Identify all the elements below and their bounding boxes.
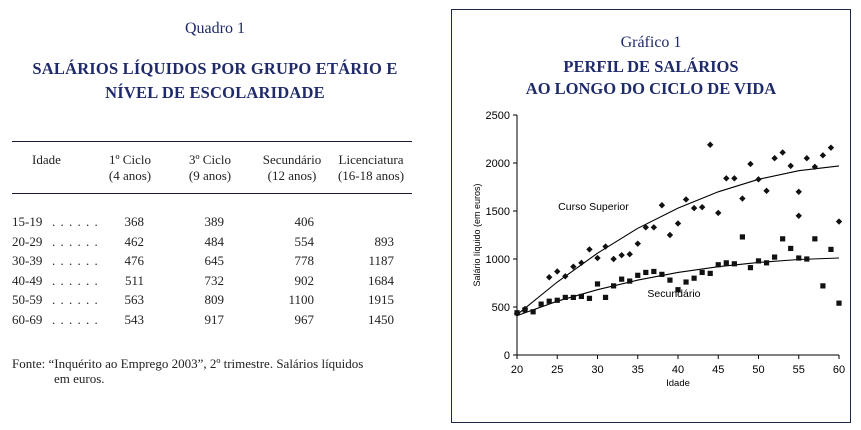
- header-licenciatura: [331, 152, 411, 184]
- cell-age: 40-49: [12, 273, 43, 288]
- data-point: [698, 203, 704, 209]
- cell-3ciclo: 645: [204, 253, 224, 268]
- cell-3ciclo: 484: [204, 234, 224, 249]
- data-point: [796, 255, 801, 260]
- y-tick-label: 1000: [485, 253, 510, 266]
- data-point: [683, 279, 688, 284]
- y-tick-label: 2500: [485, 109, 510, 122]
- cell-age: 60-69: [12, 312, 43, 327]
- header-sublabel: (9 anos): [188, 168, 232, 183]
- data-point: [707, 141, 713, 147]
- cell-secundario: 902: [294, 273, 314, 288]
- chart-panel: [451, 9, 851, 423]
- x-tick-label: 20: [510, 363, 523, 376]
- data-point: [618, 251, 624, 257]
- data-point: [803, 155, 809, 161]
- data-point: [772, 254, 777, 259]
- cell-3ciclo: 809: [204, 292, 224, 307]
- data-point: [578, 293, 583, 298]
- data-point: [827, 144, 833, 150]
- chart-title-line1: PERFIL DE SALÁRIOS: [563, 57, 739, 76]
- chart-title-line2: AO LONGO DO CICLO DE VIDA: [525, 79, 777, 98]
- leader-dots: . . . . . .: [52, 292, 99, 307]
- data-point: [627, 278, 632, 283]
- header-label: Secundário: [262, 152, 322, 167]
- header-secundario: [252, 152, 332, 184]
- data-point: [755, 176, 761, 182]
- cell-licenciatura: 1915: [368, 292, 394, 307]
- data-point: [594, 281, 599, 286]
- data-point: [586, 295, 591, 300]
- header-label: 1º Ciclo: [109, 152, 151, 167]
- data-point: [747, 160, 753, 166]
- cell-age: 30-39: [12, 253, 43, 268]
- x-tick-label: 40: [671, 363, 684, 376]
- data-point: [634, 240, 640, 246]
- y-tick-label: 1500: [485, 205, 510, 218]
- data-point: [771, 155, 777, 161]
- header-3ciclo: [175, 152, 245, 184]
- leader-dots: . . . . . .: [52, 253, 99, 268]
- y-tick-label: 500: [491, 301, 510, 314]
- cell-age: 15-19: [12, 214, 43, 229]
- x-tick-label: 50: [751, 363, 765, 376]
- data-point: [659, 271, 664, 276]
- data-point: [619, 276, 624, 281]
- x-tick-label: 60: [832, 363, 845, 376]
- header-label: Idade: [32, 152, 61, 167]
- data-point: [812, 236, 817, 241]
- data-point: [514, 310, 519, 315]
- data-point: [562, 294, 567, 299]
- data-point: [723, 260, 728, 265]
- cell-secundario: 1100: [288, 292, 314, 307]
- data-point: [779, 149, 785, 155]
- data-point: [795, 212, 801, 218]
- data-point: [530, 309, 535, 314]
- data-point: [570, 294, 575, 299]
- data-point: [667, 277, 672, 282]
- data-point: [650, 224, 656, 230]
- data-point: [787, 162, 793, 168]
- data-point: [682, 196, 688, 202]
- data-point: [739, 234, 744, 239]
- data-point: [690, 204, 696, 210]
- data-point: [578, 259, 584, 265]
- cell-1ciclo: 563: [124, 292, 144, 307]
- table-top-rule: [12, 141, 412, 142]
- data-point: [538, 301, 543, 306]
- table-title: [0, 57, 430, 105]
- data-point: [602, 294, 607, 299]
- data-point: [739, 195, 745, 201]
- table-title-line1: SALÁRIOS LÍQUIDOS POR GRUPO ETÁRIO E: [32, 59, 398, 78]
- leader-dots: . . . . . .: [52, 234, 99, 249]
- data-point: [651, 268, 656, 273]
- cell-secundario: 406: [294, 214, 314, 229]
- x-axis-label: Idade: [665, 377, 690, 389]
- data-point: [723, 175, 729, 181]
- table-row: [12, 312, 412, 331]
- header-1ciclo: [95, 152, 165, 184]
- data-point: [747, 265, 752, 270]
- cell-3ciclo: 917: [204, 312, 224, 327]
- cell-licenciatura: 1684: [368, 273, 394, 288]
- leader-dots: . . . . . .: [52, 214, 99, 229]
- data-point: [546, 274, 552, 280]
- cell-1ciclo: 476: [124, 253, 144, 268]
- data-point: [836, 300, 841, 305]
- cell-licenciatura: 1450: [368, 312, 394, 327]
- data-point: [780, 236, 785, 241]
- table-header-rule: [12, 193, 412, 194]
- data-point: [522, 307, 527, 312]
- header-idade: [12, 152, 92, 168]
- series-annotation: Secundário: [646, 287, 701, 300]
- cell-1ciclo: 543: [124, 312, 144, 327]
- data-point: [602, 243, 608, 249]
- table-row: [12, 273, 412, 292]
- source-note: [12, 356, 422, 386]
- header-sublabel: (16-18 anos): [337, 168, 405, 183]
- cell-age: 20-29: [12, 234, 43, 249]
- data-point: [586, 246, 592, 252]
- data-point: [699, 269, 704, 274]
- header-label: 3º Ciclo: [189, 152, 231, 167]
- data-point: [611, 283, 616, 288]
- data-point: [691, 275, 696, 280]
- header-sublabel: (4 anos): [108, 168, 152, 183]
- cell-licenciatura: 893: [374, 234, 394, 249]
- x-tick-label: 35: [631, 363, 644, 376]
- data-point: [788, 245, 793, 250]
- leader-dots: . . . . . .: [52, 273, 99, 288]
- cell-3ciclo: 732: [204, 273, 224, 288]
- data-point: [554, 268, 560, 274]
- table-row: [12, 292, 412, 311]
- series-annotation: Curso Superior: [557, 200, 629, 213]
- cell-age: 50-59: [12, 292, 43, 307]
- data-point: [643, 269, 648, 274]
- data-point: [731, 261, 736, 266]
- x-tick-label: 25: [550, 363, 563, 376]
- leader-dots: . . . . . .: [52, 312, 99, 327]
- data-point: [763, 260, 768, 265]
- data-point: [610, 255, 616, 261]
- cell-1ciclo: 462: [124, 234, 144, 249]
- cell-secundario: 554: [294, 234, 314, 249]
- source-line1: Fonte: “Inquérito ao Emprego 2003”, 2º trimestre. Salários líquidos: [12, 356, 364, 371]
- data-point: [755, 258, 760, 263]
- trend-line: [517, 258, 839, 316]
- chart-caption: Gráfico 1: [620, 34, 682, 51]
- data-point: [715, 209, 721, 215]
- x-tick-label: 45: [711, 363, 724, 376]
- y-axis-label: Salário líquido (em euros): [471, 182, 482, 287]
- x-tick-label: 55: [792, 363, 805, 376]
- data-point: [635, 272, 640, 277]
- x-tick-label: 30: [590, 363, 604, 376]
- source-line2: em euros.: [54, 371, 105, 386]
- data-point: [554, 297, 559, 302]
- data-point: [546, 298, 551, 303]
- table-row: [12, 234, 412, 253]
- data-point: [658, 202, 664, 208]
- data-point: [674, 220, 680, 226]
- cell-3ciclo: 389: [204, 214, 224, 229]
- table-row: [12, 253, 412, 272]
- cell-secundario: 778: [294, 253, 314, 268]
- data-point: [731, 175, 737, 181]
- scatter-chart: [451, 9, 851, 423]
- data-point: [763, 187, 769, 193]
- cell-secundario: 967: [294, 312, 314, 327]
- cell-1ciclo: 511: [124, 273, 144, 288]
- data-point: [820, 283, 825, 288]
- table-title-line2: NÍVEL DE ESCOLARIDADE: [105, 83, 325, 102]
- data-point: [828, 246, 833, 251]
- data-point: [804, 256, 809, 261]
- cell-1ciclo: 368: [124, 214, 144, 229]
- table-caption: Quadro 1: [185, 20, 245, 37]
- header-sublabel: (12 anos): [267, 168, 317, 183]
- y-tick-label: 2000: [485, 157, 510, 170]
- y-tick-label: 0: [503, 349, 510, 362]
- data-point: [707, 270, 712, 275]
- data-point: [594, 254, 600, 260]
- data-point: [835, 218, 841, 224]
- data-point: [819, 152, 825, 158]
- table-row: [12, 214, 412, 233]
- header-label: Licenciatura: [338, 152, 404, 167]
- data-point: [626, 251, 632, 257]
- data-point: [715, 262, 720, 267]
- data-point: [795, 188, 801, 194]
- data-point: [666, 231, 672, 237]
- cell-licenciatura: 1187: [368, 253, 394, 268]
